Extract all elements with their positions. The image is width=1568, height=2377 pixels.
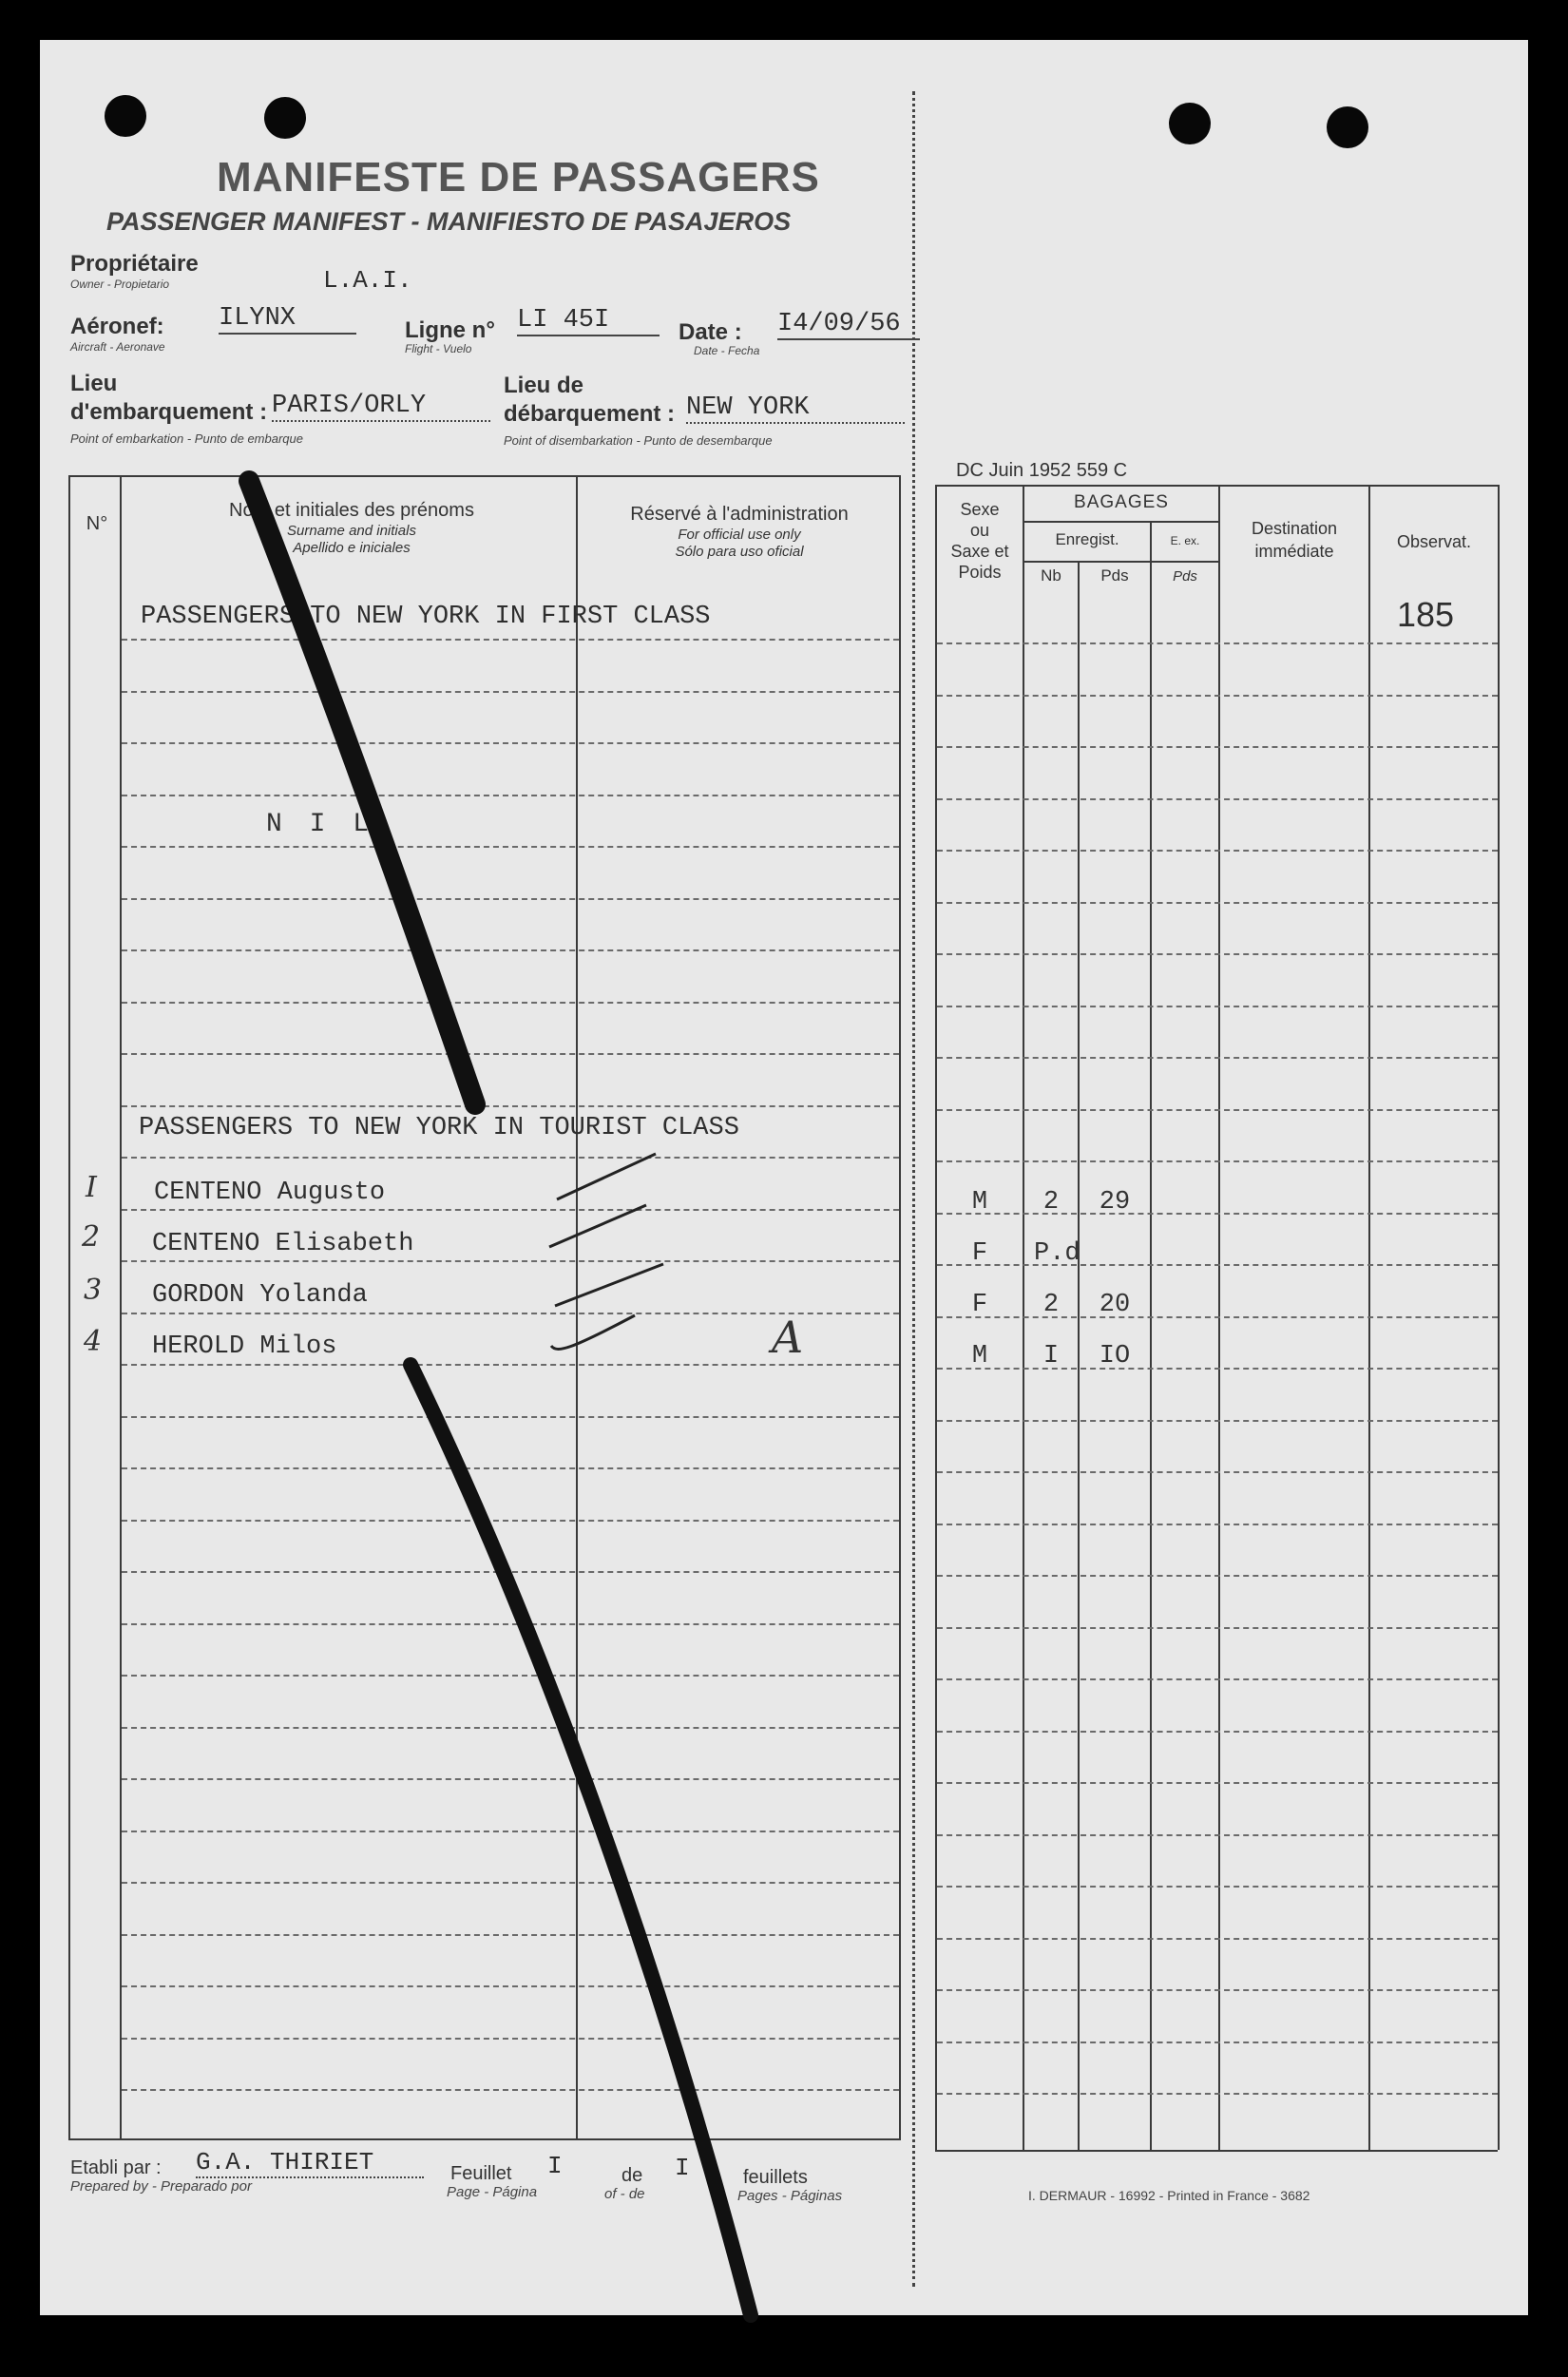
disembark-sub: Point of disembarkation - Punto de desembarque: [504, 433, 773, 448]
header-admin-1: Réservé à l'administration: [630, 504, 849, 525]
nil-text: N I L: [266, 810, 375, 839]
header-pds-excess: Pds: [1173, 568, 1197, 585]
tourist-class-heading: PASSENGERS TO NEW YORK IN TOURIST CLASS: [139, 1114, 739, 1142]
passenger-sex: F: [971, 1291, 988, 1319]
passenger-baggage-count: I: [1042, 1342, 1060, 1371]
passenger-baggage-weight: 29: [1099, 1188, 1131, 1217]
owner-sub: Owner - Propietario: [70, 278, 170, 291]
passenger-baggage-count: 2: [1042, 1291, 1060, 1319]
passenger-number: 2: [82, 1220, 101, 1254]
tick-mark: [551, 1315, 635, 1349]
header-pds: Pds: [1100, 566, 1129, 585]
passenger-sex: M: [971, 1188, 988, 1217]
header-name-1: Nom et initiales des prénoms: [229, 500, 474, 521]
passenger-number: I: [86, 1171, 97, 1204]
header-no: N°: [86, 513, 108, 534]
of-label: de: [621, 2165, 643, 2186]
flight-value: LI 45I: [517, 306, 660, 336]
passenger-baggage-weight: 20: [1099, 1291, 1131, 1319]
page-label: Feuillet: [450, 2163, 512, 2184]
header-sex-3: Saxe et: [950, 542, 1009, 561]
disembark-label-1: Lieu de: [504, 373, 584, 398]
pages-sub: Pages - Páginas: [737, 2188, 843, 2204]
header-name-3: Apellido e iniciales: [293, 540, 411, 556]
tick-mark: [555, 1264, 663, 1306]
embark-value: PARIS/ORLY: [272, 392, 490, 422]
header-admin-2: For official use only: [678, 527, 801, 543]
prepared-sub: Prepared by - Preparado por: [70, 2178, 252, 2195]
flight-label: Ligne n°: [405, 317, 495, 343]
header-registered: Enregist.: [1055, 530, 1119, 548]
cancellation-stroke: [411, 1365, 751, 2315]
date-sub: Date - Fecha: [694, 344, 760, 357]
header-admin-3: Sólo para uso oficial: [675, 544, 804, 560]
disembark-value: NEW YORK: [686, 393, 905, 424]
page-subtitle: PASSENGER MANIFEST - MANIFIESTO DE PASAJEROS: [106, 207, 792, 236]
header-sex-4: Poids: [958, 563, 1002, 582]
passenger-number: 4: [84, 1325, 103, 1358]
aircraft-value: ILYNX: [219, 304, 356, 335]
page-title: MANIFESTE DE PASSAGERS: [217, 154, 820, 201]
header-baggage: BAGAGES: [1074, 492, 1169, 512]
pages-label: feuillets: [743, 2167, 808, 2188]
aircraft-sub: Aircraft - Aeronave: [70, 340, 165, 354]
aircraft-label: Aéronef:: [70, 314, 164, 339]
tick-mark: [557, 1154, 656, 1199]
printer-imprint: I. DERMAUR - 16992 - Printed in France - 3682: [1028, 2188, 1310, 2203]
cancellation-stroke: [249, 481, 475, 1104]
flight-sub: Flight - Vuelo: [405, 342, 472, 355]
date-value: I4/09/56: [777, 310, 920, 340]
header-observ: Observat.: [1396, 532, 1472, 551]
header-sex-1: Sexe: [960, 500, 1000, 519]
of-sub: of - de: [604, 2186, 645, 2202]
prepared-value: G.A. THIRIET: [196, 2148, 424, 2178]
header-destination-1: Destination: [1251, 519, 1338, 538]
passenger-baggage-count: P.d: [1034, 1239, 1080, 1268]
embark-sub: Point of embarkation - Punto de embarque: [70, 431, 303, 446]
header-sex-2: ou: [969, 521, 990, 540]
prepared-label: Etabli par :: [70, 2157, 162, 2178]
passenger-baggage-weight: IO: [1099, 1342, 1131, 1371]
page-value: I: [547, 2152, 563, 2180]
passenger-name: CENTENO Elisabeth: [152, 1230, 414, 1258]
date-label: Date :: [679, 319, 742, 345]
embark-label-2: d'embarquement :: [70, 399, 268, 425]
admin-mark: A: [772, 1312, 804, 1363]
header-name-2: Surname and initials: [287, 523, 416, 539]
passenger-sex: M: [971, 1342, 988, 1371]
owner-label: Propriétaire: [70, 251, 199, 277]
disembark-label-2: débarquement :: [504, 401, 676, 427]
owner-value: L.A.I.: [323, 266, 412, 295]
header-nb: Nb: [1041, 566, 1061, 585]
tick-mark: [549, 1205, 646, 1247]
page-sub: Page - Página: [447, 2184, 538, 2200]
header-excess: E. ex.: [1170, 534, 1200, 547]
passenger-sex: F: [971, 1239, 988, 1268]
passenger-number: 3: [84, 1274, 103, 1307]
passenger-name: CENTENO Augusto: [154, 1179, 386, 1207]
first-class-heading: PASSENGERS TO NEW YORK IN FIRST CLASS: [141, 603, 711, 631]
passenger-baggage-count: 2: [1042, 1188, 1060, 1217]
passenger-name: HEROLD Milos: [152, 1332, 337, 1361]
of-value: I: [675, 2154, 690, 2182]
form-code: DC Juin 1952 559 C: [956, 460, 1128, 481]
header-destination-2: immédiate: [1254, 542, 1334, 561]
observation-number: 185: [1397, 595, 1455, 634]
passenger-name: GORDON Yolanda: [152, 1281, 368, 1310]
embark-label-1: Lieu: [70, 371, 118, 396]
